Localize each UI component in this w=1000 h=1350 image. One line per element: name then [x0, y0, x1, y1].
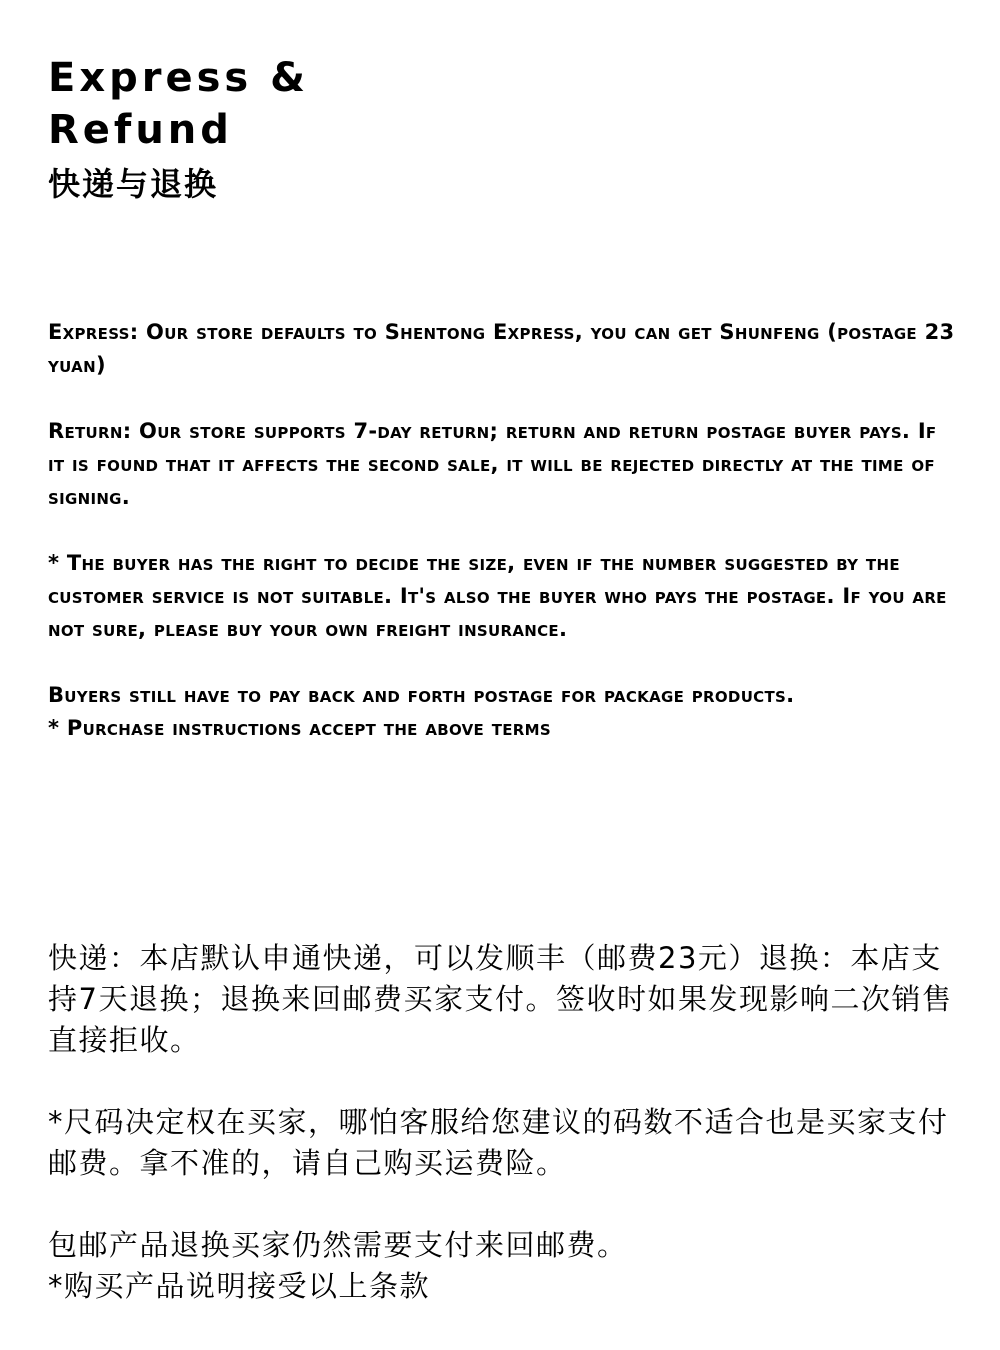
title-english-line1: Express &	[48, 55, 310, 101]
title-english-line2: Refund	[48, 107, 233, 153]
title-english	[48, 52, 568, 156]
english-size-paragraph: * The buyer has the right to decide the size, even if the number suggested by the customer service is not suitable. It's also the buyer who pays the postage. If you are not sure, please buy your own freight insurance.	[48, 551, 947, 641]
english-return-paragraph: Return: Our store supports 7-day return; return and return postage buyer pays. If it is found that it affects the second sale, it will be rejected directly at the time of signing.	[48, 419, 937, 509]
english-terms-paragraph: * Purchase instructions accept the above terms	[48, 716, 551, 740]
english-express-paragraph: Express: Our store defaults to Shentong Express, you can get Shunfeng (postage 23 yuan)	[48, 320, 955, 377]
chinese-terms-paragraph: *购买产品说明接受以上条款	[48, 1269, 431, 1303]
chinese-terms	[48, 938, 968, 1307]
english-package-paragraph: Buyers still have to pay back and forth postage for package products.	[48, 683, 795, 707]
english-terms	[48, 316, 958, 745]
chinese-express-return-paragraph: 快递：本店默认申通快递，可以发顺丰（邮费23元）退换：本店支持7天退换；退换来回邮费买家支付。签收时如果发现影响二次销售直接拒收。	[48, 941, 953, 1057]
chinese-package-paragraph: 包邮产品退换买家仍然需要支付来回邮费。	[48, 1228, 628, 1262]
title-chinese: 快递与退换	[48, 165, 219, 203]
chinese-size-paragraph: *尺码决定权在买家，哪怕客服给您建议的码数不适合也是买家支付邮费。拿不准的，请自己购买运费险。	[48, 1105, 949, 1180]
